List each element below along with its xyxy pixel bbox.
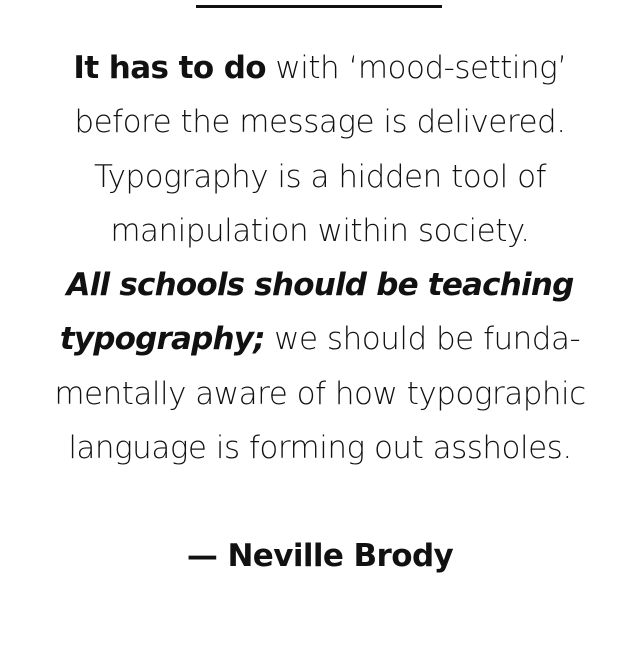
quote-lead-emphasis: It has to do — [73, 50, 266, 86]
quote-line-5: All schools should be teaching — [66, 267, 574, 304]
quote-line-1-text: with ‘mood-setting’ — [266, 50, 567, 86]
quote-line-3: Typography is a hidden tool of — [93, 158, 547, 195]
top-divider — [196, 5, 442, 8]
quote-line-6 — [0, 312, 640, 366]
quote-line-7: mentally aware of how typographic — [54, 375, 586, 412]
quote-line-8: language is forming out assholes. — [68, 430, 572, 467]
quote-line-2: before the message is delivered. — [74, 104, 566, 141]
quote-emphasis-word: typography; — [59, 321, 265, 358]
quote-line-6-text: we should be funda- — [264, 321, 581, 358]
quote-line-1 — [0, 41, 640, 95]
quote-line-4: manipulation within society. — [110, 212, 530, 249]
quote-block — [0, 41, 640, 475]
quote-attribution: — Neville Brody — [186, 538, 454, 574]
